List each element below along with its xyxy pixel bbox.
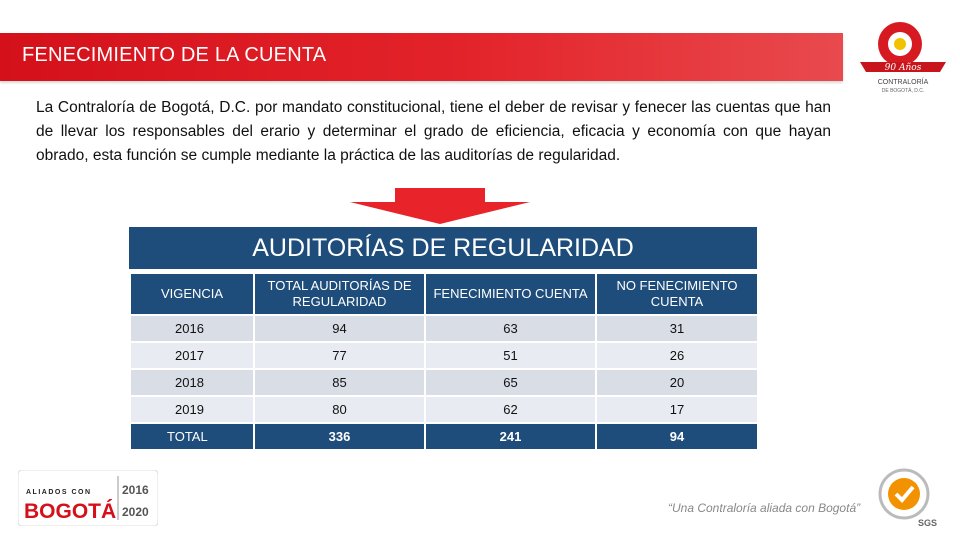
cell-no-fenecimiento: 17 — [596, 396, 758, 423]
bogota-small-text: ALIADOS CON — [26, 489, 92, 496]
title-bar — [0, 33, 843, 81]
table-header-row — [130, 273, 758, 315]
cell-total-fenecimiento: 241 — [425, 423, 596, 450]
cell-total-label: TOTAL — [130, 423, 254, 450]
cell-no-fenecimiento: 20 — [596, 369, 758, 396]
cell-year: 2018 — [130, 369, 254, 396]
table-row — [130, 369, 758, 396]
header-fenecimiento: FENECIMIENTO CUENTA — [425, 273, 596, 315]
audit-table — [129, 272, 759, 451]
slide-title: FENECIMIENTO DE LA CUENTA — [22, 44, 327, 66]
cell-total-no-fenecimiento: 94 — [596, 423, 758, 450]
down-arrow-icon — [350, 188, 530, 224]
cell-total: 85 — [254, 369, 425, 396]
cell-fenecimiento: 63 — [425, 315, 596, 342]
cell-total: 94 — [254, 315, 425, 342]
header-no-fenecimiento: NO FENECIMIENTO CUENTA — [596, 273, 758, 315]
year-start: 2016 — [122, 483, 149, 497]
cell-no-fenecimiento: 26 — [596, 342, 758, 369]
cell-fenecimiento: 62 — [425, 396, 596, 423]
year-end: 2020 — [122, 505, 149, 519]
logo-sub: DE BOGOTÁ, D.C. — [881, 88, 925, 94]
cell-year: 2016 — [130, 315, 254, 342]
bogota-logo — [18, 470, 158, 526]
cell-total: 77 — [254, 342, 425, 369]
sgs-text: SGS — [918, 518, 938, 528]
table-total-row — [130, 423, 758, 450]
sgs-certification-icon — [874, 466, 938, 528]
cell-fenecimiento: 51 — [425, 342, 596, 369]
table-title: AUDITORÍAS DE REGULARIDAD — [129, 227, 757, 272]
table-row — [130, 315, 758, 342]
header-vigencia: VIGENCIA — [130, 273, 254, 315]
slogan-text: “Una Contraloría aliada con Bogotá” — [668, 501, 861, 515]
bogota-big-text: BOGOTÁ — [24, 500, 117, 523]
logo-name: CONTRALORÍA — [877, 79, 929, 86]
contraloria-logo — [858, 14, 948, 94]
logo-anniversary: 90 Años — [884, 63, 922, 73]
cell-year: 2017 — [130, 342, 254, 369]
table-row — [130, 342, 758, 369]
header-total-auditorias: TOTAL AUDITORÍAS DE REGULARIDAD — [254, 273, 425, 315]
cell-total: 80 — [254, 396, 425, 423]
cell-total-auditorias: 336 — [254, 423, 425, 450]
cell-fenecimiento: 65 — [425, 369, 596, 396]
audit-table-container — [129, 227, 757, 451]
cell-no-fenecimiento: 31 — [596, 315, 758, 342]
table-row — [130, 396, 758, 423]
intro-paragraph: La Contraloría de Bogotá, D.C. por mandato constitucional, tiene el deber de revisar y fenecer las cuentas que han de llevar los responsables del erario y determinar el grado de eficiencia, eficacia y economía con que hayan obrado, esta función se cumple mediante la práctica de las auditorías de regularidad. — [36, 99, 831, 164]
cell-year: 2019 — [130, 396, 254, 423]
